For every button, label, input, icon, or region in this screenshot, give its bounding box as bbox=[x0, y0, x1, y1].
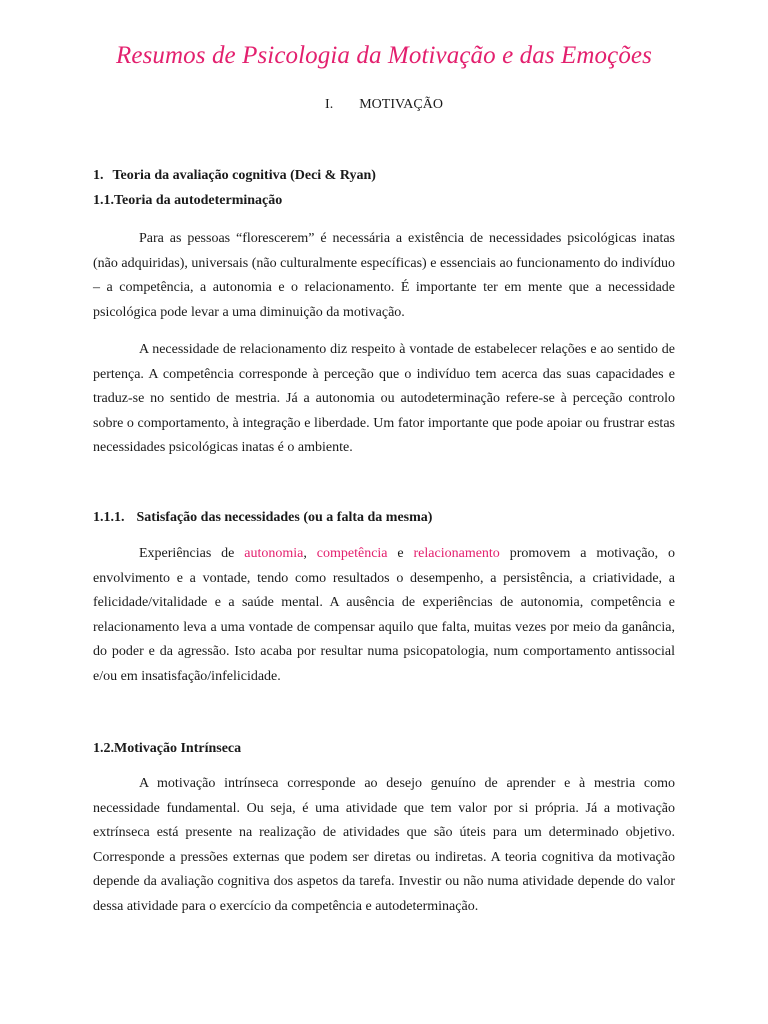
section-1-1-1-heading bbox=[93, 510, 432, 526]
chapter-number: I. bbox=[325, 97, 334, 112]
paragraph-comma: , bbox=[303, 546, 317, 561]
chapter-title: MOTIVAÇÃO bbox=[359, 97, 443, 112]
paragraph-text-rest: promovem a motivação, o envolvimento e a vontade, tendo como resultados o desempenho, a persistência, a criatividade, a felicidade/vitalidade e a saúde mental. A ausência de experiências de autonomia, competência e relacionamento leva a uma vontade de compensar aquilo que falta, muitas vezes por meio da ganância, do poder e da agressão. Isto acaba por resultar numa psicopatologia, num comportamento antissocial e/ou em insatisfação/infelicidade. bbox=[93, 546, 676, 684]
highlight-competencia: competência bbox=[316, 546, 388, 561]
paragraph-text-lead: Experiências de bbox=[139, 546, 245, 561]
section-1-2-heading: 1.2.Motivação Intrínseca bbox=[93, 741, 242, 756]
paragraph-1-1-1 bbox=[93, 542, 675, 689]
paragraph-1-1-a: Para as pessoas “florescerem” é necessária a existência de necessidades psicológicas inatas (não adquiridas), universais (não culturalmente específicas) e essenciais ao funcionamento do indivíduo – a competência, a autonomia e o relacionamento. É importante ter em mente que a necessidade psicológica pode levar a uma diminuição da motivação. bbox=[93, 231, 675, 320]
document-title: Resumos de Psicologia da Motivação e das Emoções bbox=[116, 42, 652, 69]
section-1-number: 1. bbox=[93, 168, 104, 183]
paragraph-and: e bbox=[387, 546, 414, 561]
section-1-1-1-number: 1.1.1. bbox=[93, 510, 125, 525]
highlight-autonomia: autonomia bbox=[244, 546, 304, 561]
section-1-heading bbox=[93, 168, 376, 184]
section-1-1-1-title: Satisfação das necessidades (ou a falta da mesma) bbox=[136, 510, 433, 525]
section-1-1-heading: 1.1.Teoria da autodeterminação bbox=[93, 193, 283, 208]
chapter-heading bbox=[0, 97, 768, 113]
highlight-relacionamento: relacionamento bbox=[413, 546, 500, 561]
paragraph-1-2: A motivação intrínseca corresponde ao desejo genuíno de aprender e à mestria como necessidade fundamental. Ou seja, é uma atividade que tem valor por si própria. Já a motivação extrínseca está presente na realização de atividades que são úteis para um determinado objetivo. Corresponde a pressões externas que podem ser diretas ou indiretas. A teoria cognitiva da motivação depende da avaliação cognitiva dos aspetos da tarefa. Investir ou não numa atividade depende do valor dessa atividade para o exercício da competência e autodeterminação. bbox=[93, 776, 675, 914]
section-1-title: Teoria da avaliação cognitiva (Deci & Ryan) bbox=[112, 168, 376, 183]
paragraph-1-1-b: A necessidade de relacionamento diz respeito à vontade de estabelecer relações e ao sentido de pertença. A competência corresponde à perceção que o indivíduo tem acerca das suas capacidades e traduz-se no sentido de mestria. Já a autonomia ou autodeterminação refere-se à perceção controlo sobre o comportamento, à integração e liberdade. Um fator importante que pode apoiar ou frustrar estas necessidades psicológicas inatas é o ambiente. bbox=[93, 342, 675, 455]
